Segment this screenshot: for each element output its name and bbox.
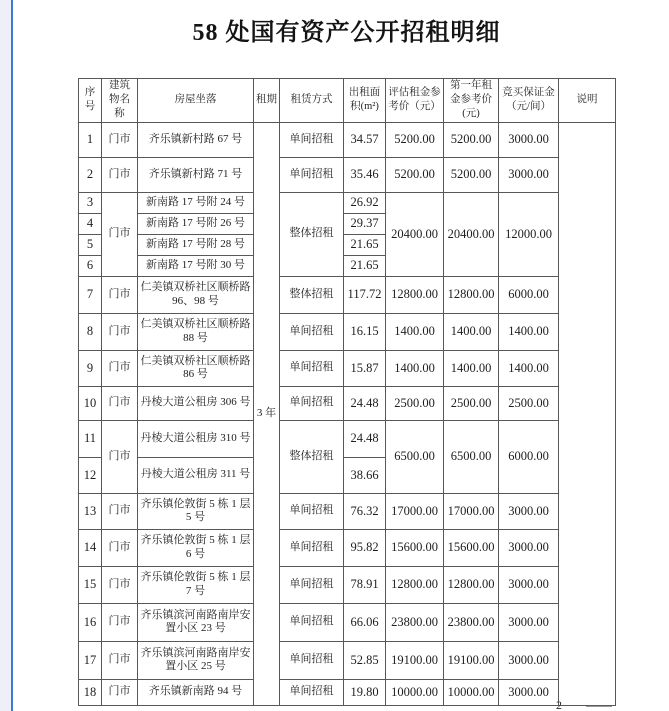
- table-cell: 2500.00: [444, 386, 499, 420]
- table-cell: 新南路 17 号附 28 号: [138, 234, 254, 255]
- table-cell: 单间招租: [280, 386, 344, 420]
- table-cell: 12800.00: [444, 566, 499, 603]
- table-cell: 仁美镇双桥社区顺桥路 86 号: [138, 350, 254, 386]
- table-cell: 23800.00: [444, 603, 499, 641]
- table-cell: 3 年: [254, 122, 280, 705]
- table-cell: 3000.00: [499, 603, 559, 641]
- header-row: [79, 79, 616, 123]
- table-cell: 7: [79, 276, 102, 313]
- table-cell: 78.91: [344, 566, 386, 603]
- column-header: 租赁方式: [280, 79, 344, 123]
- table-cell: 单间招租: [280, 157, 344, 192]
- table-cell: 24.48: [344, 386, 386, 420]
- table-cell: 3000.00: [499, 157, 559, 192]
- table-cell: 8: [79, 313, 102, 350]
- table-cell: 齐乐镇滨河南路南岸安置小区 23 号: [138, 603, 254, 641]
- table-cell: 26.92: [344, 192, 386, 213]
- table-cell: 16: [79, 603, 102, 641]
- table-cell: 门市: [102, 679, 138, 705]
- table-cell: 20400.00: [444, 192, 499, 276]
- table-cell: 门市: [102, 386, 138, 420]
- table-cell: 门市: [102, 122, 138, 157]
- table-cell: 丹棱大道公租房 306 号: [138, 386, 254, 420]
- table-row: [79, 529, 616, 566]
- column-header: 序号: [79, 79, 102, 123]
- table-cell: 齐乐镇新村路 67 号: [138, 122, 254, 157]
- table-cell: 门市: [102, 529, 138, 566]
- table-cell: 6000.00: [499, 276, 559, 313]
- table-cell: 1: [79, 122, 102, 157]
- table-row: [79, 566, 616, 603]
- table-cell: 1400.00: [444, 313, 499, 350]
- table-cell: 11: [79, 420, 102, 457]
- table-row: [79, 122, 616, 157]
- table-row: [79, 420, 616, 457]
- table-cell: 66.06: [344, 603, 386, 641]
- table-row: [79, 493, 616, 529]
- table-cell: 12800.00: [444, 276, 499, 313]
- column-header: 出租面积(m²): [344, 79, 386, 123]
- table-cell: 1400.00: [386, 313, 444, 350]
- footer-artifact-line: [586, 706, 612, 707]
- table-cell: 2500.00: [499, 386, 559, 420]
- asset-table-body: [79, 122, 616, 705]
- table-cell: 门市: [102, 350, 138, 386]
- table-row: [79, 350, 616, 386]
- table-cell: 新南路 17 号附 26 号: [138, 213, 254, 234]
- table-cell: 6500.00: [386, 420, 444, 493]
- table-cell: 21.65: [344, 234, 386, 255]
- table-cell: 19.80: [344, 679, 386, 705]
- table-row: [79, 192, 616, 213]
- table-cell: 21.65: [344, 255, 386, 276]
- table-cell: 17000.00: [386, 493, 444, 529]
- table-cell: 3000.00: [499, 679, 559, 705]
- table-cell: 19100.00: [386, 641, 444, 679]
- table-cell: 齐乐镇滨河南路南岸安置小区 25 号: [138, 641, 254, 679]
- table-cell: 齐乐镇新村路 71 号: [138, 157, 254, 192]
- table-cell: 12800.00: [386, 276, 444, 313]
- table-cell: 齐乐镇伦敦街 5 栋 1 层 7 号: [138, 566, 254, 603]
- table-cell: 19100.00: [444, 641, 499, 679]
- table-cell: 整体招租: [280, 192, 344, 276]
- table-cell: 20400.00: [386, 192, 444, 276]
- table-cell: 丹棱大道公租房 311 号: [138, 457, 254, 493]
- table-cell: 单间招租: [280, 679, 344, 705]
- table-cell: 52.85: [344, 641, 386, 679]
- table-cell: 单间招租: [280, 350, 344, 386]
- table-cell: 单间招租: [280, 566, 344, 603]
- column-header: 建筑物名称: [102, 79, 138, 123]
- table-cell: 门市: [102, 192, 138, 276]
- table-cell: 16.15: [344, 313, 386, 350]
- table-cell: 35.46: [344, 157, 386, 192]
- table-cell: 新南路 17 号附 30 号: [138, 255, 254, 276]
- table-cell: 单间招租: [280, 493, 344, 529]
- table-cell: 2500.00: [386, 386, 444, 420]
- page-title: 58 处国有资产公开招租明细: [192, 20, 501, 46]
- table-cell: 4: [79, 213, 102, 234]
- table-cell: 15600.00: [444, 529, 499, 566]
- table-cell: 10000.00: [386, 679, 444, 705]
- table-cell: 3000.00: [499, 529, 559, 566]
- table-cell: 6: [79, 255, 102, 276]
- table-cell: 23800.00: [386, 603, 444, 641]
- column-header: 租期: [254, 79, 280, 123]
- table-cell: 34.57: [344, 122, 386, 157]
- table-cell: 1400.00: [499, 350, 559, 386]
- table-cell: 门市: [102, 420, 138, 493]
- table-cell: 整体招租: [280, 420, 344, 493]
- table-cell: 3000.00: [499, 493, 559, 529]
- table-cell: 整体招租: [280, 276, 344, 313]
- table-cell: 12: [79, 457, 102, 493]
- table-cell: 14: [79, 529, 102, 566]
- table-cell: 仁美镇双桥社区顺桥路 96、98 号: [138, 276, 254, 313]
- table-cell: 6000.00: [499, 420, 559, 493]
- page-edge-line: [11, 0, 13, 711]
- table-cell: 24.48: [344, 420, 386, 457]
- table-cell: 丹棱大道公租房 310 号: [138, 420, 254, 457]
- table-cell: 3000.00: [499, 566, 559, 603]
- page-footer-fragment: 2: [556, 698, 562, 711]
- table-cell: 2: [79, 157, 102, 192]
- table-row: [79, 679, 616, 705]
- table-cell: 齐乐镇新南路 94 号: [138, 679, 254, 705]
- table-cell: 18: [79, 679, 102, 705]
- column-header: 竞买保证金（元/间）: [499, 79, 559, 123]
- table-cell: 仁美镇双桥社区顺桥路 88 号: [138, 313, 254, 350]
- table-cell: 5200.00: [386, 122, 444, 157]
- table-cell: 门市: [102, 157, 138, 192]
- table-cell: 3: [79, 192, 102, 213]
- table-cell: 1400.00: [444, 350, 499, 386]
- table-cell: 38.66: [344, 457, 386, 493]
- table-row: [79, 603, 616, 641]
- table-cell: 门市: [102, 493, 138, 529]
- table-cell: 15.87: [344, 350, 386, 386]
- table-cell: 门市: [102, 313, 138, 350]
- table-cell: 117.72: [344, 276, 386, 313]
- table-row: [79, 276, 616, 313]
- table-cell: 15: [79, 566, 102, 603]
- table-cell: 29.37: [344, 213, 386, 234]
- table-cell: 5200.00: [386, 157, 444, 192]
- table-cell: 齐乐镇伦敦街 5 栋 1 层 6 号: [138, 529, 254, 566]
- table-cell: 9: [79, 350, 102, 386]
- table-cell: 5200.00: [444, 157, 499, 192]
- table-cell: 单间招租: [280, 641, 344, 679]
- asset-table: [78, 78, 616, 706]
- column-header: 说明: [559, 79, 616, 123]
- column-header: 第一年租金参考价(元): [444, 79, 499, 123]
- table-cell: 12000.00: [499, 192, 559, 276]
- table-row: [79, 313, 616, 350]
- table-cell: [559, 122, 616, 705]
- column-header: 评估租金参考价（元）: [386, 79, 444, 123]
- table-cell: 3000.00: [499, 641, 559, 679]
- table-cell: 76.32: [344, 493, 386, 529]
- table-cell: 10: [79, 386, 102, 420]
- table-row: [79, 641, 616, 679]
- table-cell: 6500.00: [444, 420, 499, 493]
- table-cell: 门市: [102, 603, 138, 641]
- table-cell: 12800.00: [386, 566, 444, 603]
- table-cell: 1400.00: [499, 313, 559, 350]
- table-cell: 单间招租: [280, 529, 344, 566]
- table-cell: 10000.00: [444, 679, 499, 705]
- table-cell: 单间招租: [280, 603, 344, 641]
- table-cell: 17000.00: [444, 493, 499, 529]
- table-cell: 门市: [102, 566, 138, 603]
- table-cell: 门市: [102, 276, 138, 313]
- table-cell: 5200.00: [444, 122, 499, 157]
- table-cell: 95.82: [344, 529, 386, 566]
- table-row: [79, 386, 616, 420]
- table-cell: 单间招租: [280, 313, 344, 350]
- table-cell: 17: [79, 641, 102, 679]
- table-cell: 13: [79, 493, 102, 529]
- column-header: 房屋坐落: [138, 79, 254, 123]
- table-cell: 门市: [102, 641, 138, 679]
- table-cell: 齐乐镇伦敦街 5 栋 1 层 5 号: [138, 493, 254, 529]
- table-cell: 新南路 17 号附 24 号: [138, 192, 254, 213]
- table-cell: 单间招租: [280, 122, 344, 157]
- table-cell: 15600.00: [386, 529, 444, 566]
- viewer-gutter: [0, 0, 11, 711]
- table-cell: 1400.00: [386, 350, 444, 386]
- table-cell: 5: [79, 234, 102, 255]
- table-cell: 3000.00: [499, 122, 559, 157]
- table-row: [79, 157, 616, 192]
